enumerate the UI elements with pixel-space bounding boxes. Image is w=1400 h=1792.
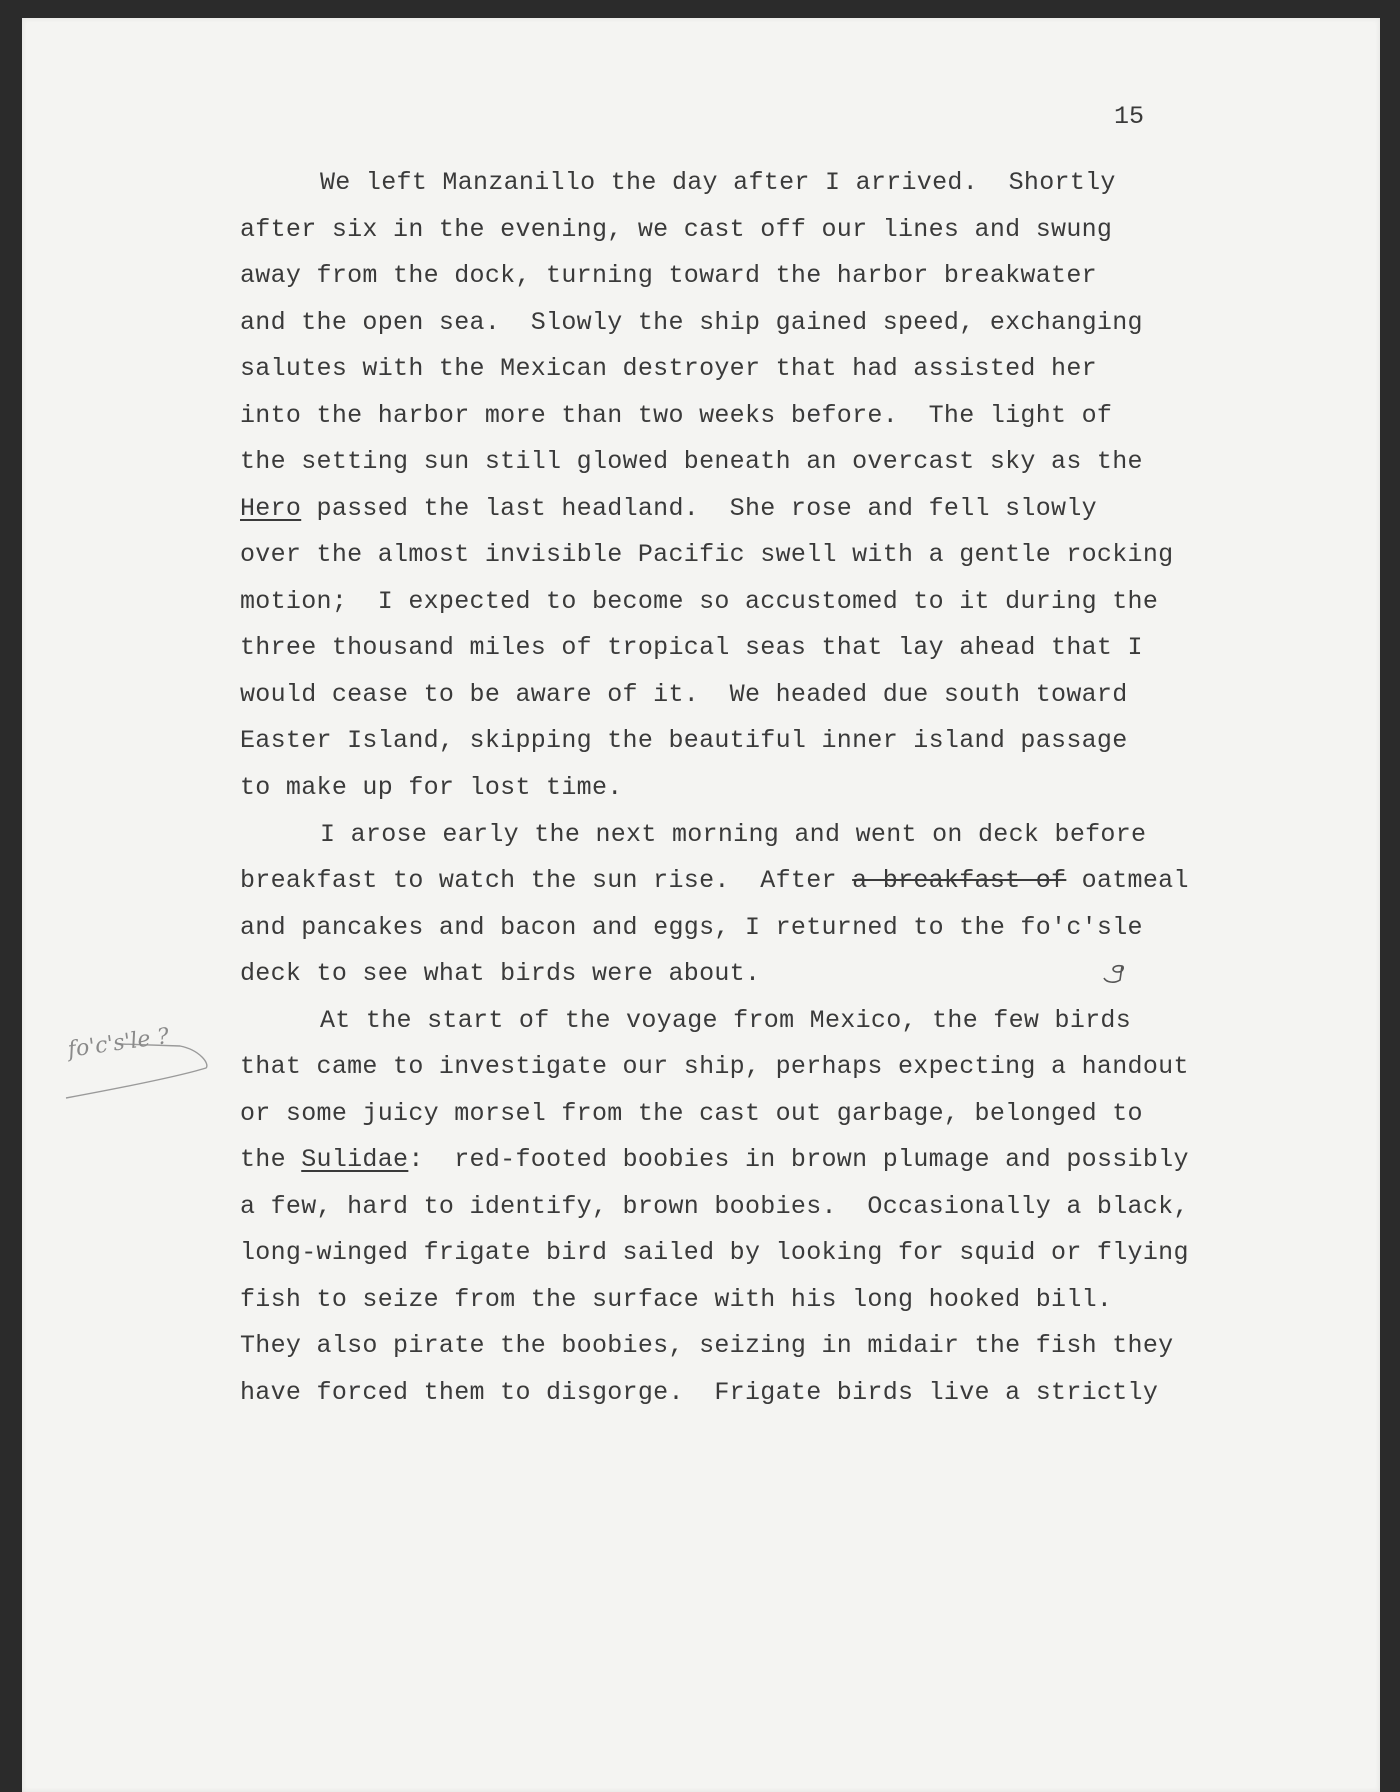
text-line — [240, 866, 1189, 896]
struck-out-text: a breakfast of — [852, 866, 1067, 895]
text-line: and pancakes and bacon and eggs, I returned to the fo'c'sle — [240, 913, 1143, 942]
text-segment: breakfast to watch the sun rise. After — [240, 866, 853, 895]
margin-note-text: fo'c's'le ? — [66, 1023, 171, 1063]
text-segment: oatmeal — [1066, 866, 1189, 895]
text-line: over the almost invisible Pacific swell with a gentle rocking — [240, 540, 1174, 569]
text-line: I arose early the next morning and went on deck before — [320, 820, 1147, 849]
ship-name-underlined: Hero — [240, 494, 302, 523]
text-line: motion; I expected to become so accustomed to it during the — [240, 587, 1159, 616]
text-line: would cease to be aware of it. We headed due south toward — [240, 680, 1128, 709]
text-line: into the harbor more than two weeks before. The light of — [240, 401, 1113, 430]
handwritten-margin-note — [60, 1023, 210, 1118]
text-line — [240, 1145, 1189, 1175]
text-line: deck to see what birds were about. — [240, 959, 761, 988]
text-line: to make up for lost time. — [240, 773, 623, 802]
text-line: or some juicy morsel from the cast out garbage, belonged to — [240, 1099, 1143, 1128]
text-line: three thousand miles of tropical seas that lay ahead that I — [240, 633, 1143, 662]
text-line: long-winged frigate bird sailed by looking for squid or flying — [240, 1238, 1189, 1267]
typed-page — [22, 18, 1380, 1792]
family-name-underlined: Sulidae — [301, 1145, 409, 1174]
text-segment: the — [240, 1145, 302, 1174]
text-line: have forced them to disgorge. Frigate birds live a strictly — [240, 1378, 1159, 1407]
text-segment: : red-footed boobies in brown plumage and possibly — [408, 1145, 1189, 1174]
text-line: and the open sea. Slowly the ship gained speed, exchanging — [240, 308, 1143, 337]
text-line: away from the dock, turning toward the harbor breakwater — [240, 261, 1097, 290]
text-segment: passed the last headland. She rose and fell slowly — [301, 494, 1097, 523]
handwritten-insertion-mark — [1102, 962, 1128, 986]
text-line: after six in the evening, we cast off our lines and swung — [240, 215, 1113, 244]
text-line: At the start of the voyage from Mexico, the few birds — [320, 1006, 1132, 1035]
text-line: a few, hard to identify, brown boobies. Occasionally a black, — [240, 1192, 1189, 1221]
text-line — [240, 494, 1097, 524]
text-line: We left Manzanillo the day after I arrived. Shortly — [320, 168, 1116, 197]
text-line: They also pirate the boobies, seizing in midair the fish they — [240, 1331, 1174, 1360]
page-number: 15 — [1114, 102, 1145, 131]
text-line: fish to seize from the surface with his long hooked bill. — [240, 1285, 1113, 1314]
text-line: the setting sun still glowed beneath an overcast sky as the — [240, 447, 1143, 476]
text-line: that came to investigate our ship, perhaps expecting a handout — [240, 1052, 1189, 1081]
text-line: salutes with the Mexican destroyer that had assisted her — [240, 354, 1097, 383]
text-line: Easter Island, skipping the beautiful inner island passage — [240, 726, 1128, 755]
